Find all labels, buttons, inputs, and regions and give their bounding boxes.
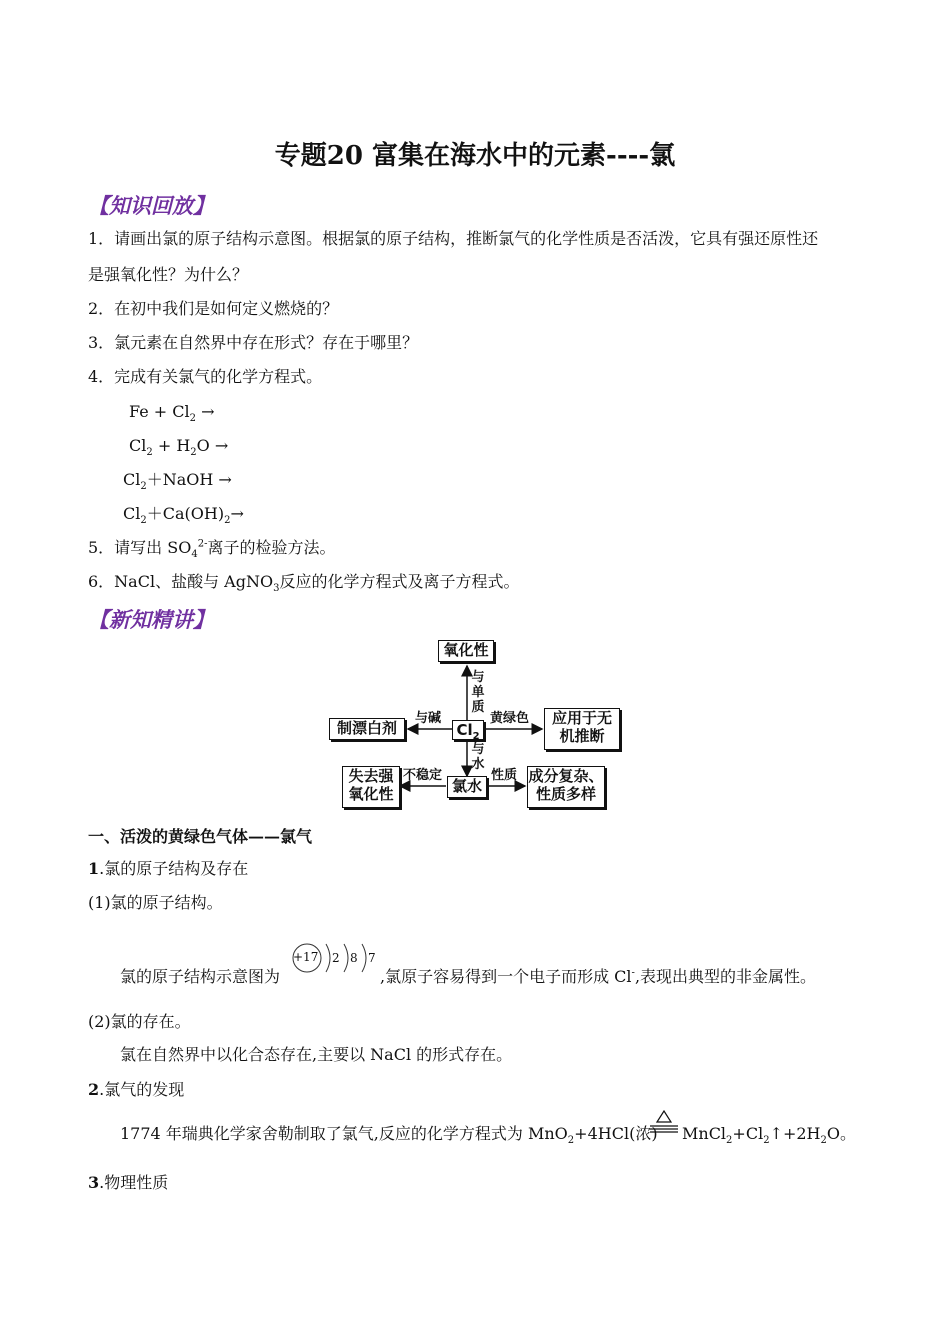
existence-text: 氯在自然界中以化合态存在,主要以 NaCl 的形式存在。 <box>120 1045 513 1064</box>
question-2: 2．在初中我们是如何定义燃烧的？ <box>88 299 339 318</box>
discovery-text-a: 1774 年瑞典化学家舍勒制取了氯气,反应的化学方程式为 MnO$_2$+4HCl(浓) <box>120 1124 658 1147</box>
box-lose-oxidizing: 失去强 氧化性 <box>342 766 400 808</box>
discovery-text-b: $MnCl_2+Cl_2↑+2H_2O$。 <box>682 1124 857 1147</box>
label-unstable: 不稳定 <box>403 768 443 783</box>
atom-structure-text-a: 氯的原子结构示意图为 <box>120 967 281 986</box>
label-with-base: 与碱 <box>415 711 442 726</box>
question-5: 5．请写出 $SO_4^{2-}$离子的检验方法。 <box>88 538 336 561</box>
equation-2: $Cl_2 + H_2O$ → <box>129 436 229 459</box>
chlorine-atom-diagram <box>290 940 380 980</box>
label-with-water: 与水 <box>471 742 485 772</box>
shell-2-electrons: 8 <box>350 951 358 965</box>
label-property: 性质 <box>491 768 518 783</box>
equation-1: $Fe + Cl_2$ → <box>129 402 215 425</box>
atom-structure-text-b: ,氯原子容易得到一个电子而形成 Cl-,表现出典型的非金属性。 <box>380 967 817 986</box>
question-6: 6．NaCl、盐酸与 AgNO$_3$反应的化学方程式及离子方程式。 <box>88 572 520 595</box>
equation-3: $Cl_2+NaOH$ → <box>123 470 232 493</box>
question-1-line1: 1．请画出氯的原子结构示意图。根据氯的原子结构，推断氯气的化学性质是否活泼，它具有强还原性还 <box>88 229 819 248</box>
shell-1-electrons: 2 <box>332 951 340 965</box>
heading-discovery: 2.氯气的发现 <box>88 1080 185 1099</box>
question-4: 4．完成有关氯气的化学方程式。 <box>88 367 323 386</box>
box-cl2: $Cl_2$ <box>452 720 484 740</box>
shell-3-electrons: 7 <box>368 951 376 965</box>
box-complex: 成分复杂、 性质多样 <box>527 766 605 808</box>
page-title: 专题20 富集在海水中的元素----氯 <box>274 141 676 171</box>
heading-physical-properties: 3.物理性质 <box>88 1173 169 1192</box>
heading-atomic-structure: 1.氯的原子结构及存在 <box>88 859 249 878</box>
heating-condition-icon <box>648 1108 680 1136</box>
question-1-line2: 是强氧化性？为什么？ <box>88 265 249 284</box>
equation-4: $Cl_2+Ca(OH)_2\to$ <box>123 504 244 527</box>
label-yellow-green: 黄绿色 <box>490 711 530 726</box>
chlorine-concept-diagram <box>320 636 630 816</box>
subheading-existence: (2)氯的存在。 <box>88 1012 191 1031</box>
heading-chlorine-gas: 一、活泼的黄绿色气体——氯气 <box>88 827 313 846</box>
box-oxidizing: 氧化性 <box>438 640 494 662</box>
question-3: 3．氯元素在自然界中存在形式？存在于哪里？ <box>88 333 419 352</box>
box-chlorine-water: 氯水 <box>447 776 487 798</box>
box-bleach: 制漂白剂 <box>329 718 405 740</box>
subheading-atomic-structure: (1)氯的原子结构。 <box>88 893 223 912</box>
nucleus-charge: +17 <box>293 950 319 964</box>
label-with-element: 与单质 <box>471 670 485 715</box>
section-knowledge-review: 【知识回放】 <box>88 193 214 218</box>
box-inorganic-inference: 应用于无 机推断 <box>544 708 620 750</box>
section-new-knowledge: 【新知精讲】 <box>88 607 214 632</box>
